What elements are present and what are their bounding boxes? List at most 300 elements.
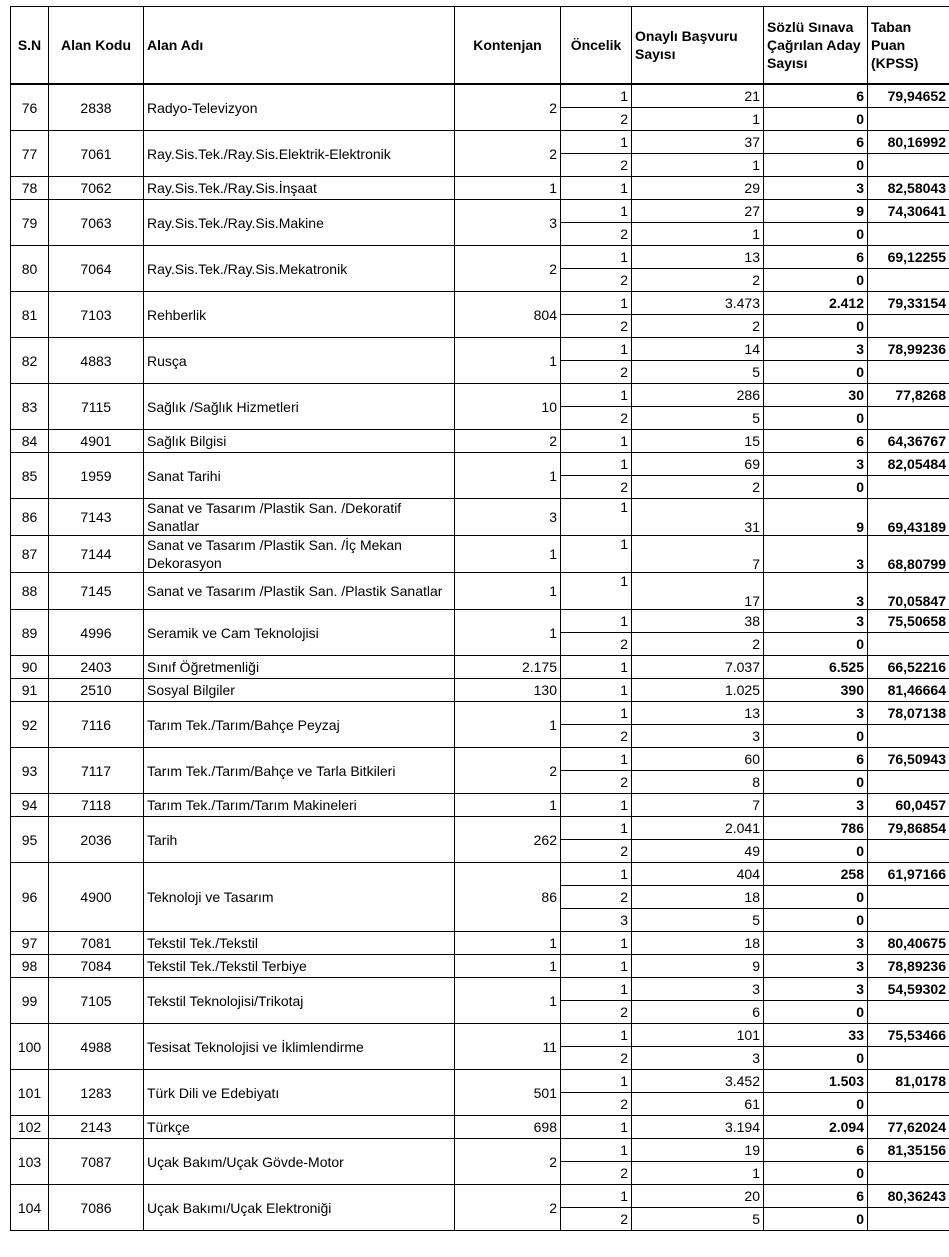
row-sozlu-sinav: 3 [764,702,868,725]
table-row [11,656,949,679]
row-sozlu-sinav: 6 [764,748,868,771]
row-sozlu-sinav: 258 [764,863,868,886]
row-onayli-basvuru: 1 [632,108,764,131]
row-alan-kodu: 4988 [49,1024,144,1070]
row-sozlu-sinav: 0 [764,108,868,131]
row-kontenjan: 1 [455,932,561,955]
row-oncelik: 2 [561,1162,632,1185]
row-sozlu-sinav: 0 [764,223,868,246]
row-sozlu-sinav: 6 [764,1185,868,1208]
row-alan-kodu: 4883 [49,338,144,384]
row-sn: 96 [11,863,49,932]
row-taban-puan: 70,05847 [868,573,949,610]
row-taban-puan: 81,46664 [868,679,949,702]
row-sozlu-sinav: 1.503 [764,1070,868,1093]
row-kontenjan: 1 [455,453,561,499]
table-row [11,499,949,536]
row-kontenjan: 1 [455,955,561,978]
row-taban-puan: 74,30641 [868,200,949,223]
header-taban-puan: Taban Puan (KPSS) [868,7,949,85]
row-sozlu-sinav: 0 [764,1047,868,1070]
table-row [11,84,949,108]
row-kontenjan: 1 [455,338,561,384]
row-taban-puan [868,840,949,863]
row-sn: 89 [11,610,49,656]
row-alan-adi: Ray.Sis.Tek./Ray.Sis.Elektrik-Elektronik [144,131,455,177]
row-onayli-basvuru: 19 [632,1139,764,1162]
row-sozlu-sinav: 0 [764,909,868,932]
row-alan-kodu: 7061 [49,131,144,177]
row-onayli-basvuru: 49 [632,840,764,863]
results-table [10,6,949,1231]
row-alan-adi: Sınıf Öğretmenliği [144,656,455,679]
table-header [11,7,949,85]
row-kontenjan: 130 [455,679,561,702]
row-alan-adi: Seramik ve Cam Teknolojisi [144,610,455,656]
header-alan-adi: Alan Adı [144,7,455,85]
row-taban-puan: 75,53466 [868,1024,949,1047]
row-alan-kodu: 2838 [49,84,144,131]
table-row [11,1070,949,1093]
row-oncelik: 2 [561,108,632,131]
row-sn: 80 [11,246,49,292]
row-alan-adi: Uçak Bakımı/Uçak Elektroniği [144,1185,455,1231]
row-oncelik: 2 [561,1047,632,1070]
row-sozlu-sinav: 3 [764,177,868,200]
row-taban-puan [868,1047,949,1070]
table-row [11,978,949,1001]
row-onayli-basvuru: 60 [632,748,764,771]
row-sozlu-sinav: 6 [764,246,868,269]
row-sozlu-sinav: 3 [764,794,868,817]
row-onayli-basvuru: 101 [632,1024,764,1047]
row-onayli-basvuru: 1 [632,1162,764,1185]
row-onayli-basvuru: 3.194 [632,1116,764,1139]
row-sozlu-sinav: 6 [764,84,868,108]
row-taban-puan: 77,62024 [868,1116,949,1139]
row-alan-adi: Tarım Tek./Tarım/Bahçe ve Tarla Bitkileri [144,748,455,794]
row-alan-adi: Tekstil Tek./Tekstil [144,932,455,955]
row-sn: 101 [11,1070,49,1116]
table-row [11,1185,949,1208]
row-alan-kodu: 7144 [49,536,144,573]
row-alan-kodu: 4900 [49,863,144,932]
row-oncelik: 1 [561,453,632,476]
row-taban-puan: 78,99236 [868,338,949,361]
row-alan-kodu: 4901 [49,430,144,453]
row-sozlu-sinav: 3 [764,573,868,610]
row-alan-adi: Tekstil Tek./Tekstil Terbiye [144,955,455,978]
row-onayli-basvuru: 20 [632,1185,764,1208]
row-kontenjan: 2.175 [455,656,561,679]
row-kontenjan: 86 [455,863,561,932]
row-oncelik: 2 [561,476,632,499]
row-sn: 90 [11,656,49,679]
row-sozlu-sinav: 0 [764,840,868,863]
row-kontenjan: 1 [455,702,561,748]
row-taban-puan [868,1001,949,1024]
row-oncelik: 1 [561,84,632,108]
row-taban-puan: 79,94652 [868,84,949,108]
row-sozlu-sinav: 3 [764,955,868,978]
row-taban-puan: 75,50658 [868,610,949,633]
table-row [11,200,949,223]
row-sozlu-sinav: 0 [764,633,868,656]
row-oncelik: 1 [561,1116,632,1139]
row-sozlu-sinav: 0 [764,886,868,909]
table-row [11,679,949,702]
row-alan-kodu: 7118 [49,794,144,817]
row-taban-puan [868,1093,949,1116]
row-alan-kodu: 4996 [49,610,144,656]
table-row [11,292,949,315]
row-oncelik: 2 [561,1093,632,1116]
header-alan-kodu: Alan Kodu [49,7,144,85]
row-alan-adi: Sanat ve Tasarım /Plastik San. /İç Mekan Dekorasyon [144,536,455,573]
row-oncelik: 1 [561,131,632,154]
row-oncelik: 2 [561,1208,632,1231]
header-kontenjan: Kontenjan [455,7,561,85]
row-onayli-basvuru: 14 [632,338,764,361]
row-onayli-basvuru: 3.452 [632,1070,764,1093]
row-alan-adi: Sağlık /Sağlık Hizmetleri [144,384,455,430]
row-taban-puan: 80,40675 [868,932,949,955]
row-onayli-basvuru: 61 [632,1093,764,1116]
row-taban-puan: 66,52216 [868,656,949,679]
row-taban-puan: 81,0178 [868,1070,949,1093]
row-sn: 104 [11,1185,49,1231]
row-onayli-basvuru: 31 [632,499,764,536]
row-taban-puan [868,1208,949,1231]
row-oncelik: 1 [561,177,632,200]
row-taban-puan: 61,97166 [868,863,949,886]
row-alan-adi: Sanat ve Tasarım /Plastik San. /Dekoratif Sanatlar [144,499,455,536]
row-taban-puan: 54,59302 [868,978,949,1001]
row-onayli-basvuru: 3 [632,1047,764,1070]
row-alan-kodu: 7115 [49,384,144,430]
row-onayli-basvuru: 2 [632,269,764,292]
row-oncelik: 1 [561,610,632,633]
row-sn: 100 [11,1024,49,1070]
row-taban-puan: 80,16992 [868,131,949,154]
row-onayli-basvuru: 3 [632,725,764,748]
row-alan-kodu: 7103 [49,292,144,338]
row-sn: 88 [11,573,49,610]
row-kontenjan: 804 [455,292,561,338]
row-taban-puan: 79,33154 [868,292,949,315]
row-sn: 86 [11,499,49,536]
row-onayli-basvuru: 2.041 [632,817,764,840]
row-taban-puan [868,886,949,909]
row-oncelik: 1 [561,292,632,315]
row-sozlu-sinav: 0 [764,1162,868,1185]
row-onayli-basvuru: 2 [632,476,764,499]
row-taban-puan [868,154,949,177]
row-alan-adi: Tesisat Teknolojisi ve İklimlendirme [144,1024,455,1070]
row-onayli-basvuru: 2 [632,633,764,656]
row-taban-puan: 82,58043 [868,177,949,200]
row-sn: 97 [11,932,49,955]
row-taban-puan: 82,05484 [868,453,949,476]
row-sn: 79 [11,200,49,246]
row-oncelik: 2 [561,771,632,794]
table-row [11,817,949,840]
row-onayli-basvuru: 9 [632,955,764,978]
row-sozlu-sinav: 0 [764,269,868,292]
row-taban-puan: 64,36767 [868,430,949,453]
row-oncelik: 2 [561,315,632,338]
row-oncelik: 1 [561,1139,632,1162]
row-sn: 77 [11,131,49,177]
table-row [11,932,949,955]
table-row [11,1116,949,1139]
row-sn: 85 [11,453,49,499]
row-sozlu-sinav: 9 [764,499,868,536]
row-alan-kodu: 7084 [49,955,144,978]
row-onayli-basvuru: 7 [632,794,764,817]
row-onayli-basvuru: 5 [632,909,764,932]
row-oncelik: 1 [561,1024,632,1047]
row-kontenjan: 1 [455,978,561,1024]
row-alan-adi: Türk Dili ve Edebiyatı [144,1070,455,1116]
row-alan-adi: Teknoloji ve Tasarım [144,863,455,932]
row-oncelik: 2 [561,1001,632,1024]
row-sozlu-sinav: 9 [764,200,868,223]
row-alan-adi: Sanat ve Tasarım /Plastik San. /Plastik Sanatlar [144,573,455,610]
row-kontenjan: 11 [455,1024,561,1070]
row-oncelik: 1 [561,200,632,223]
row-taban-puan [868,771,949,794]
row-sozlu-sinav: 3 [764,610,868,633]
row-onayli-basvuru: 13 [632,246,764,269]
row-sn: 102 [11,1116,49,1139]
row-alan-kodu: 7116 [49,702,144,748]
row-sozlu-sinav: 786 [764,817,868,840]
row-onayli-basvuru: 404 [632,863,764,886]
row-onayli-basvuru: 1 [632,223,764,246]
row-sn: 91 [11,679,49,702]
row-sozlu-sinav: 0 [764,154,868,177]
row-taban-puan: 60,0457 [868,794,949,817]
table-row [11,573,949,610]
row-oncelik: 1 [561,573,632,610]
row-kontenjan: 1 [455,794,561,817]
header-sozlu-sinav: Sözlü Sınava Çağrılan Aday Sayısı [764,7,868,85]
row-sn: 99 [11,978,49,1024]
row-alan-kodu: 7105 [49,978,144,1024]
row-taban-puan: 80,36243 [868,1185,949,1208]
row-onayli-basvuru: 5 [632,407,764,430]
row-sozlu-sinav: 30 [764,384,868,407]
row-kontenjan: 2 [455,246,561,292]
row-oncelik: 1 [561,748,632,771]
row-alan-kodu: 7143 [49,499,144,536]
row-kontenjan: 1 [455,610,561,656]
row-kontenjan: 2 [455,84,561,131]
row-kontenjan: 2 [455,748,561,794]
row-alan-adi: Ray.Sis.Tek./Ray.Sis.Mekatronik [144,246,455,292]
row-taban-puan: 81,35156 [868,1139,949,1162]
row-taban-puan [868,223,949,246]
row-onayli-basvuru: 37 [632,131,764,154]
row-taban-puan: 77,8268 [868,384,949,407]
row-alan-adi: Radyo-Televizyon [144,84,455,131]
row-sozlu-sinav: 3 [764,978,868,1001]
row-sozlu-sinav: 0 [764,771,868,794]
row-kontenjan: 1 [455,573,561,610]
row-taban-puan [868,407,949,430]
row-alan-adi: Ray.Sis.Tek./Ray.Sis.Makine [144,200,455,246]
row-onayli-basvuru: 29 [632,177,764,200]
row-sozlu-sinav: 0 [764,725,868,748]
table-row [11,955,949,978]
row-alan-kodu: 7081 [49,932,144,955]
row-kontenjan: 3 [455,499,561,536]
row-sozlu-sinav: 0 [764,1001,868,1024]
row-taban-puan: 78,07138 [868,702,949,725]
row-oncelik: 1 [561,932,632,955]
row-sn: 78 [11,177,49,200]
row-alan-adi: Uçak Bakım/Uçak Gövde-Motor [144,1139,455,1185]
row-oncelik: 1 [561,817,632,840]
table-row [11,131,949,154]
row-kontenjan: 501 [455,1070,561,1116]
row-oncelik: 2 [561,725,632,748]
table-row [11,1024,949,1047]
row-sozlu-sinav: 390 [764,679,868,702]
header-oncelik: Öncelik [561,7,632,85]
row-onayli-basvuru: 27 [632,200,764,223]
row-alan-adi: Ray.Sis.Tek./Ray.Sis.İnşaat [144,177,455,200]
row-taban-puan: 76,50943 [868,748,949,771]
row-onayli-basvuru: 3 [632,978,764,1001]
row-onayli-basvuru: 286 [632,384,764,407]
row-kontenjan: 10 [455,384,561,430]
table-body [11,84,949,1231]
row-oncelik: 1 [561,1070,632,1093]
row-kontenjan: 2 [455,131,561,177]
row-oncelik: 1 [561,384,632,407]
row-sn: 95 [11,817,49,863]
row-alan-adi: Sağlık Bilgisi [144,430,455,453]
row-taban-puan [868,315,949,338]
row-onayli-basvuru: 1.025 [632,679,764,702]
row-alan-kodu: 7145 [49,573,144,610]
row-onayli-basvuru: 6 [632,1001,764,1024]
row-oncelik: 2 [561,886,632,909]
row-sozlu-sinav: 0 [764,361,868,384]
row-alan-kodu: 2036 [49,817,144,863]
row-sn: 98 [11,955,49,978]
row-oncelik: 2 [561,154,632,177]
row-oncelik: 1 [561,955,632,978]
row-oncelik: 1 [561,246,632,269]
row-kontenjan: 1 [455,536,561,573]
table-row [11,338,949,361]
row-alan-kodu: 7087 [49,1139,144,1185]
row-alan-adi: Rehberlik [144,292,455,338]
row-alan-adi: Türkçe [144,1116,455,1139]
row-sn: 81 [11,292,49,338]
row-taban-puan: 68,80799 [868,536,949,573]
table-row [11,863,949,886]
row-kontenjan: 3 [455,200,561,246]
row-onayli-basvuru: 13 [632,702,764,725]
row-oncelik: 1 [561,863,632,886]
row-sn: 87 [11,536,49,573]
row-alan-kodu: 1283 [49,1070,144,1116]
row-oncelik: 2 [561,407,632,430]
row-sozlu-sinav: 3 [764,536,868,573]
row-kontenjan: 2 [455,430,561,453]
row-sozlu-sinav: 33 [764,1024,868,1047]
row-onayli-basvuru: 1 [632,154,764,177]
row-taban-puan [868,909,949,932]
row-sozlu-sinav: 6.525 [764,656,868,679]
table-row [11,453,949,476]
row-taban-puan: 79,86854 [868,817,949,840]
row-alan-adi: Sanat Tarihi [144,453,455,499]
row-oncelik: 1 [561,656,632,679]
row-alan-adi: Tarih [144,817,455,863]
row-alan-adi: Tarım Tek./Tarım/Bahçe Peyzaj [144,702,455,748]
row-alan-kodu: 7064 [49,246,144,292]
row-taban-puan [868,633,949,656]
header-sn: S.N [11,7,49,85]
table-row [11,246,949,269]
row-oncelik: 2 [561,361,632,384]
row-alan-kodu: 7086 [49,1185,144,1231]
row-alan-adi: Rusça [144,338,455,384]
row-taban-puan [868,1162,949,1185]
row-kontenjan: 2 [455,1139,561,1185]
row-alan-kodu: 2510 [49,679,144,702]
table-row [11,536,949,573]
row-oncelik: 1 [561,679,632,702]
row-alan-kodu: 2143 [49,1116,144,1139]
row-sn: 83 [11,384,49,430]
row-onayli-basvuru: 17 [632,573,764,610]
row-oncelik: 1 [561,499,632,536]
row-onayli-basvuru: 21 [632,84,764,108]
row-oncelik: 1 [561,1185,632,1208]
row-sn: 82 [11,338,49,384]
row-kontenjan: 262 [455,817,561,863]
table-row [11,610,949,633]
row-oncelik: 2 [561,269,632,292]
row-onayli-basvuru: 3.473 [632,292,764,315]
row-onayli-basvuru: 18 [632,886,764,909]
row-onayli-basvuru: 15 [632,430,764,453]
row-sozlu-sinav: 6 [764,430,868,453]
row-oncelik: 2 [561,840,632,863]
row-sn: 103 [11,1139,49,1185]
row-oncelik: 1 [561,702,632,725]
table-row [11,702,949,725]
row-oncelik: 1 [561,338,632,361]
row-alan-adi: Tekstil Teknolojisi/Trikotaj [144,978,455,1024]
row-alan-adi: Sosyal Bilgiler [144,679,455,702]
row-onayli-basvuru: 18 [632,932,764,955]
row-sozlu-sinav: 0 [764,407,868,430]
row-onayli-basvuru: 7 [632,536,764,573]
row-alan-kodu: 1959 [49,453,144,499]
row-onayli-basvuru: 38 [632,610,764,633]
row-alan-kodu: 2403 [49,656,144,679]
row-sozlu-sinav: 0 [764,315,868,338]
row-oncelik: 1 [561,794,632,817]
row-sozlu-sinav: 3 [764,932,868,955]
